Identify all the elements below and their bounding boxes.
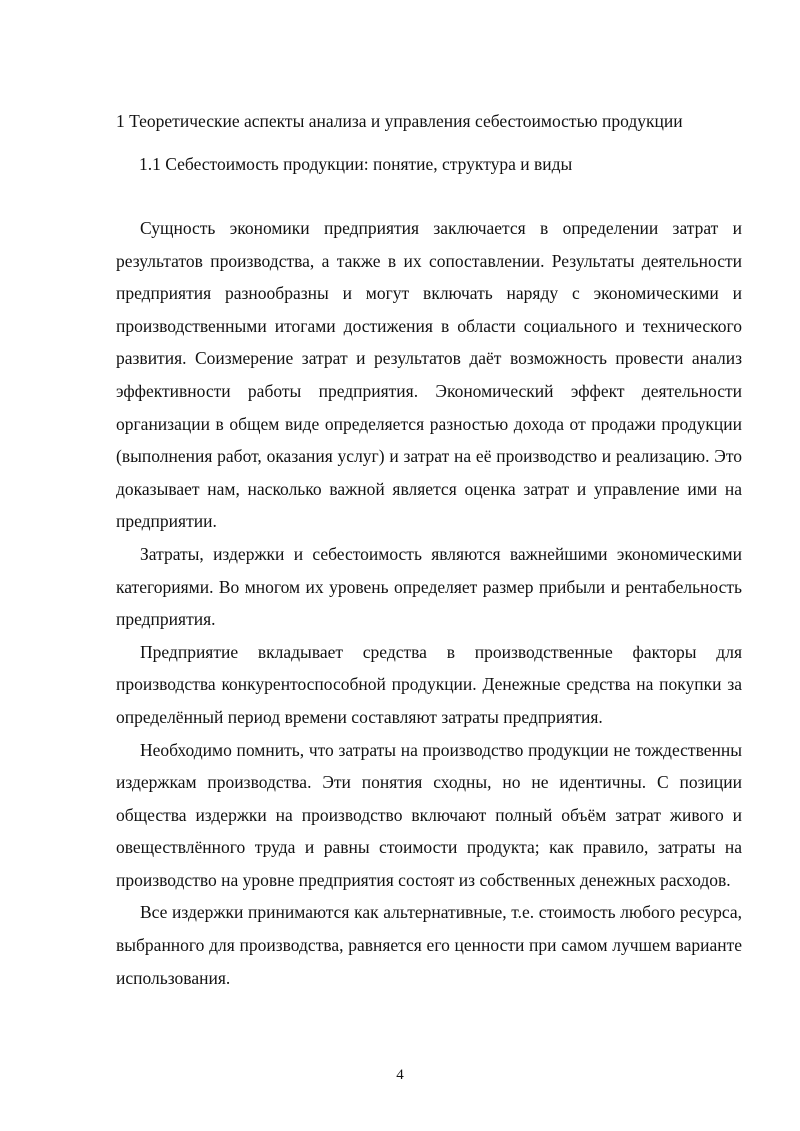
chapter-heading: 1 Теоретические аспекты анализа и управления себестоимостью продукции <box>116 111 683 131</box>
paragraph: Необходимо помнить, что затраты на производство продукции не тождественны издержкам производства. Эти понятия сходны, но не идентичны. С позиции общества издержки на производство включают полный объём затрат живого и овеществлённого труда и равны стоимости продукта; как правило, затраты на производство на уровне предприятия состоят из собственных денежных расходов. <box>116 739 742 890</box>
page-number: 4 <box>396 1067 404 1083</box>
body-text <box>116 212 742 994</box>
paragraph: Предприятие вкладывает средства в производственные факторы для производства конкурентоспособной продукции. Денежные средства на покупки за определённый период времени составляют затраты предприятия. <box>116 641 742 727</box>
section-heading: 1.1 Себестоимость продукции: понятие, структура и виды <box>139 154 573 174</box>
paragraph: Все издержки принимаются как альтернативные, т.е. стоимость любого ресурса, выбранного для производства, равняется его ценности при самом лучшем варианте использования. <box>116 902 742 988</box>
paragraph: Затраты, издержки и себестоимость являются важнейшими экономическими категориями. Во многом их уровень определяет размер прибыли и рентабельность предприятия. <box>116 543 742 630</box>
paragraph: Сущность экономики предприятия заключается в определении затрат и результатов производства, а также в их сопоставлении. Результаты деятельности предприятия разнообразны и могут включать наряду с экономическими и производственными итогами достижения в области социального и технического развития. Соизмерение затрат и результатов даёт возможность провести анализ эффективности работы предприятия. Экономический эффект деятельности организации в общем виде определяется разностью дохода от продажи продукции (выполнения работ, оказания услуг) и затрат на её производство и реализацию. Это доказывает нам, насколько важной является оценка затрат и управление ими на предприятии. <box>116 218 742 532</box>
